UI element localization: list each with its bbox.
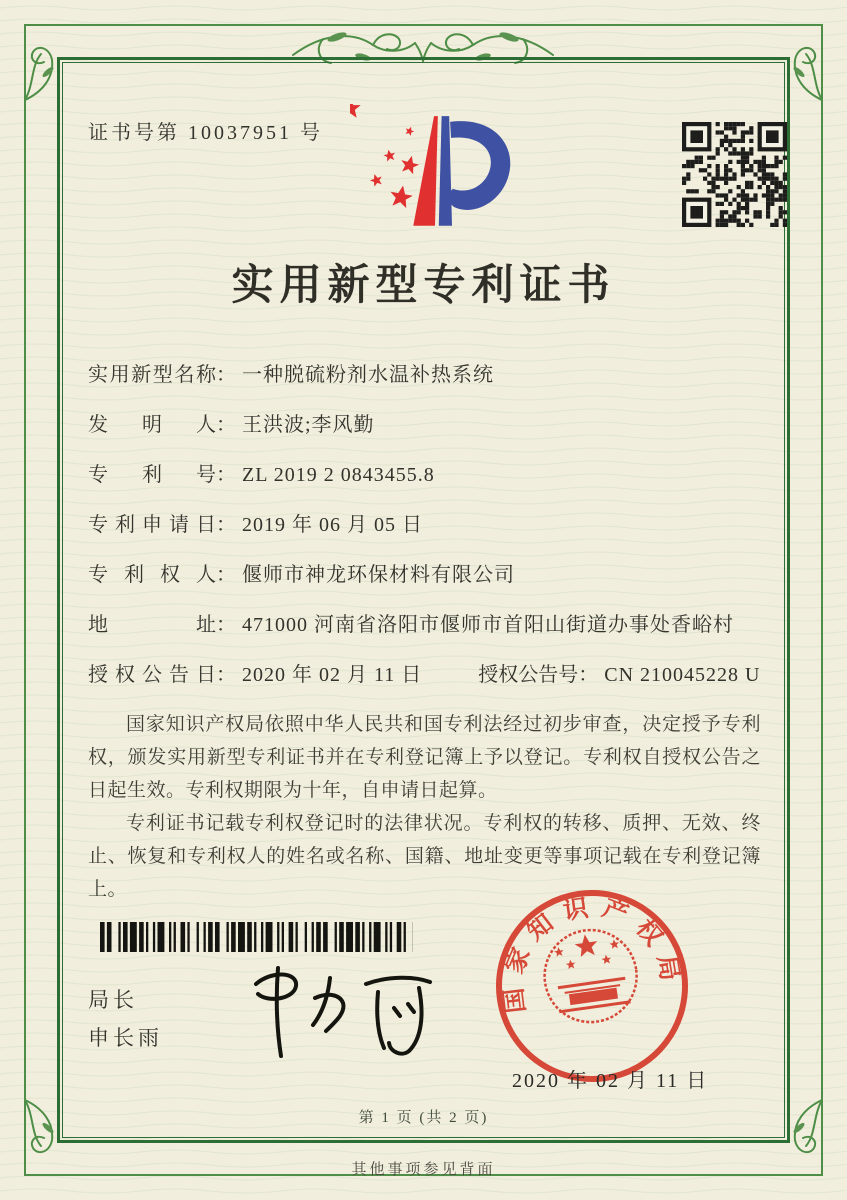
legal-paragraph-2: 专利证书记载专利权登记时的法律状况。专利权的转移、质押、无效、终止、恢复和专利权人的姓名或名称、国籍、地址变更等事项记载在专利登记簿上。 bbox=[88, 813, 761, 900]
officer-name: 申长雨 bbox=[88, 1026, 163, 1050]
field-label: 专利申请日 bbox=[88, 514, 216, 536]
seal-agency-text: 国家知识产权局 bbox=[499, 893, 685, 1015]
barcode-icon bbox=[100, 922, 415, 952]
back-note: 其他事项参见背面 bbox=[351, 1162, 496, 1178]
legal-text bbox=[88, 708, 761, 906]
officer-title: 局长 bbox=[88, 988, 138, 1012]
field-value: 471000 河南省洛阳市偃师市首阳山街道办事处香峪村 bbox=[242, 614, 734, 636]
field-value: 一种脱硫粉剂水温补热系统 bbox=[242, 364, 494, 386]
field-label: 专利权人 bbox=[88, 564, 216, 586]
grant-number-pair: 授权公告号： CN 210045228 U bbox=[478, 664, 761, 686]
logo-red-wedge bbox=[413, 116, 438, 226]
legal-paragraph-1: 国家知识产权局依照中华人民共和国专利法经过初步审查，决定授予专利权，颁发实用新型专利证书并在专利登记簿上予以登记。专利权自授权公告之日起生效。专利权期限为十年，自申请日起算。 bbox=[88, 714, 761, 801]
director-signature-icon bbox=[218, 952, 448, 1062]
field-label: 地址 bbox=[88, 614, 216, 636]
field-row-grant: 授权公告日： 2020 年 02 月 11 日 授权公告号： CN 210045228 U bbox=[88, 664, 761, 686]
field-value: 2019 年 06 月 05 日 bbox=[242, 514, 423, 536]
certificate-title: 实用新型专利证书 bbox=[231, 263, 616, 309]
certificate-number: 证书号第 10037951 号 bbox=[88, 122, 323, 144]
field-value: 王洪波;李风勤 bbox=[242, 414, 375, 436]
field-label: 授权公告日 bbox=[88, 664, 216, 686]
field-value: CN 210045228 U bbox=[604, 664, 761, 686]
field-row-patentee: 专利权人： 偃师市神龙环保材料有限公司 bbox=[88, 564, 515, 586]
logo-blue-bowl bbox=[449, 121, 511, 210]
field-value: 偃师市神龙环保材料有限公司 bbox=[242, 564, 515, 586]
cnipa-logo-icon bbox=[350, 104, 520, 236]
field-label: 发明人 bbox=[88, 414, 216, 436]
field-row-patent-number: 专利号： ZL 2019 2 0843455.8 bbox=[88, 464, 435, 486]
field-label: 实用新型名称 bbox=[88, 364, 216, 386]
field-value: ZL 2019 2 0843455.8 bbox=[242, 464, 435, 486]
field-label: 授权公告号 bbox=[478, 664, 579, 686]
field-row-filing-date: 专利申请日： 2019 年 06 月 05 日 bbox=[88, 514, 423, 536]
field-value: 2020 年 02 月 11 日 bbox=[242, 664, 423, 686]
official-seal-icon bbox=[492, 886, 692, 1086]
field-list bbox=[88, 362, 759, 712]
field-row-inventor: 发明人： 王洪波;李风勤 bbox=[88, 414, 375, 436]
logo-blue-bar bbox=[439, 116, 452, 226]
seal-date: 2020 年 02 月 11 日 bbox=[512, 1070, 709, 1092]
field-label: 专利号 bbox=[88, 464, 216, 486]
field-row-address: 地址： 471000 河南省洛阳市偃师市首阳山街道办事处香峪村 bbox=[88, 614, 734, 636]
field-row-name: 实用新型名称： 一种脱硫粉剂水温补热系统 bbox=[88, 364, 494, 386]
qr-code-icon bbox=[682, 122, 787, 227]
logo-stars bbox=[350, 104, 361, 118]
page-number: 第 1 页 (共 2 页) bbox=[358, 1110, 489, 1126]
